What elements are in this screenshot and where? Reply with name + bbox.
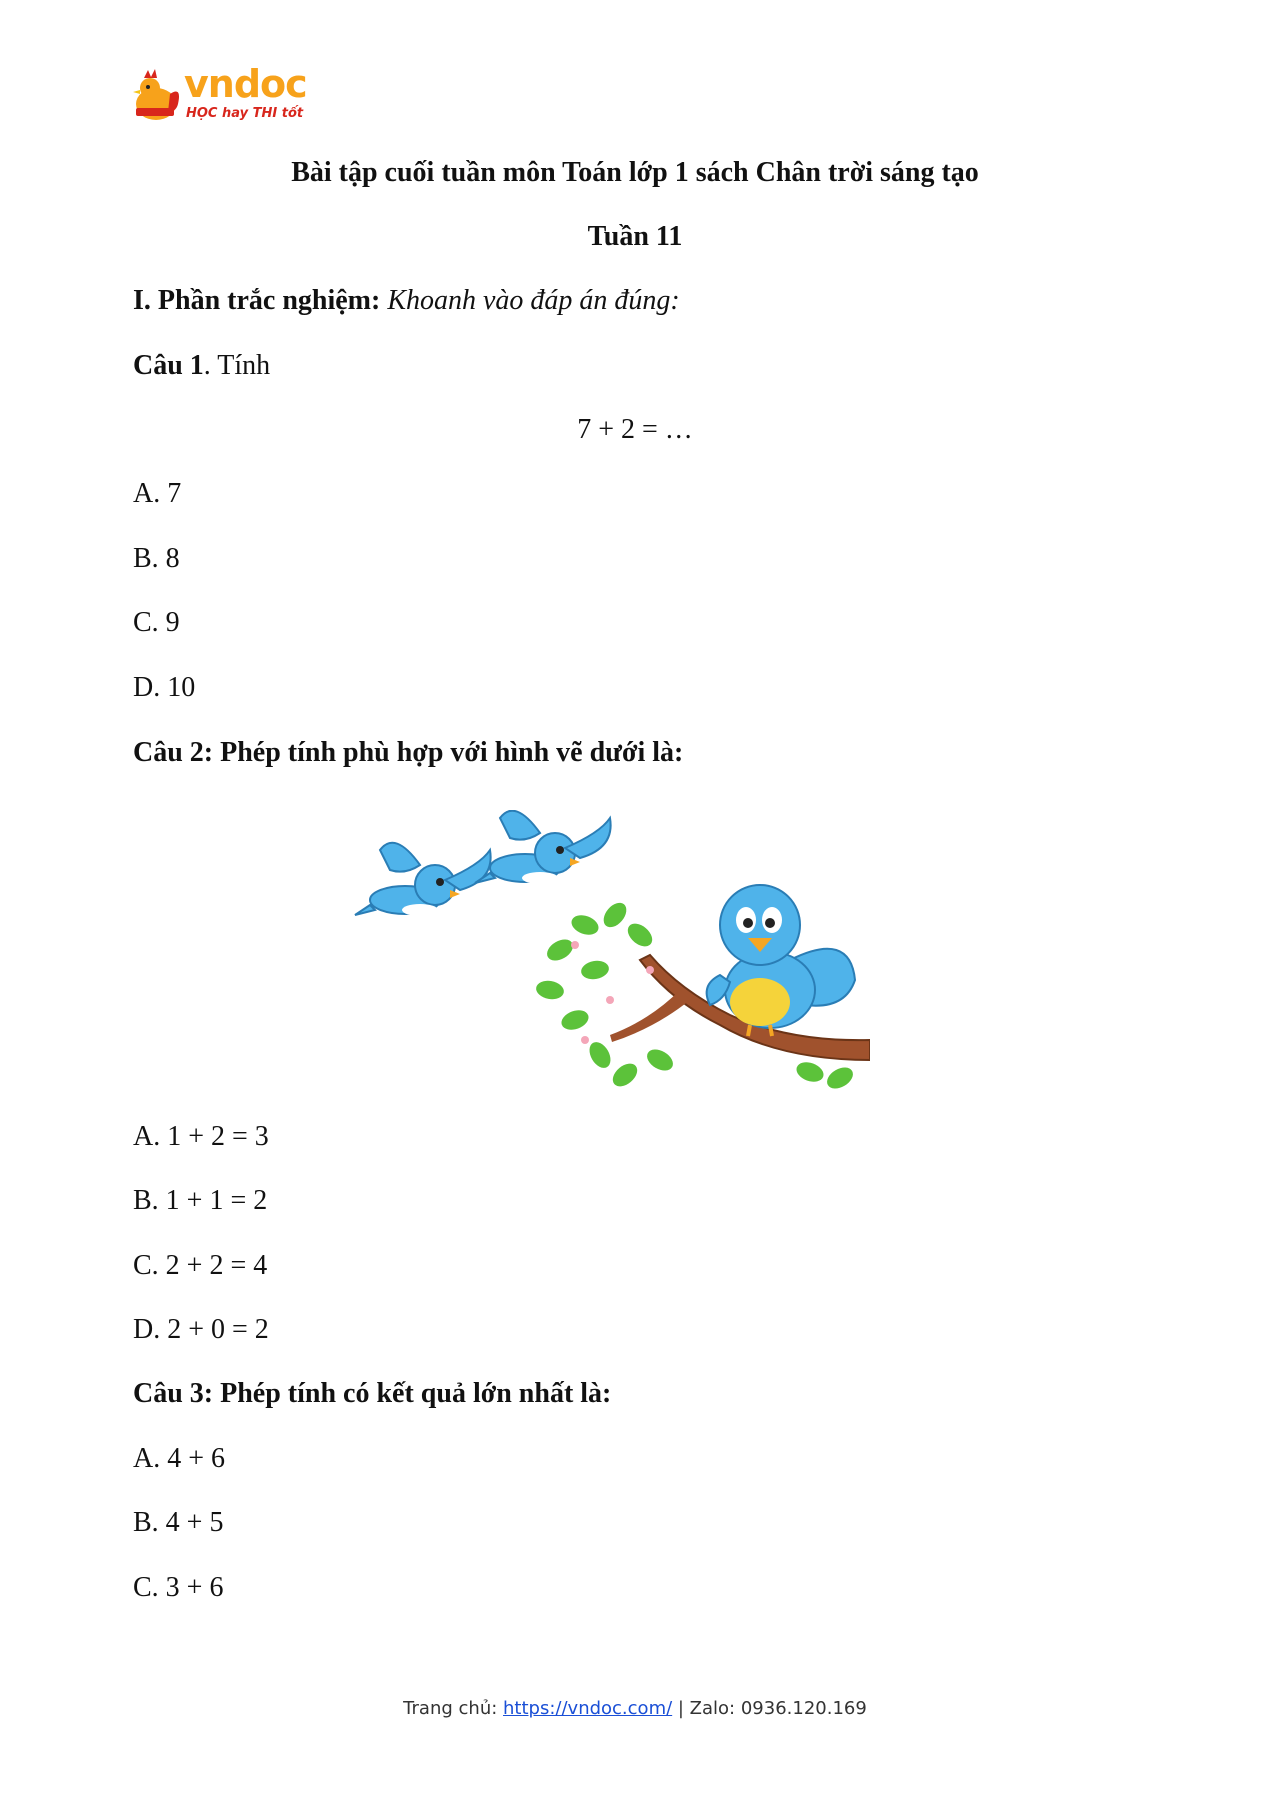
question-3-label: Câu 3: Phép tính có kết quả lớn nhất là: (133, 1378, 612, 1409)
question-1-label: Câu 1 (133, 350, 204, 381)
question-1-expression: 7 + 2 = … (577, 414, 693, 445)
question-1-option-c: C. 9 (133, 607, 180, 638)
question-3-option-c: C. 3 + 6 (133, 1572, 224, 1603)
question-3-option-a: A. 4 + 6 (133, 1443, 226, 1474)
vndoc-logo[interactable] (130, 64, 305, 126)
question-1-option-a: A. 7 (133, 478, 182, 509)
question-1 (133, 349, 270, 383)
rooster-mascot-icon (130, 68, 182, 124)
logo-slogan: HỌC hay THI tốt (186, 106, 304, 121)
logo-wordmark: vndoc (184, 62, 307, 106)
question-1-text: . Tính (203, 350, 271, 381)
section-instruction: Khoanh vào đáp án đúng: (387, 285, 680, 316)
question-2-option-b: B. 1 + 1 = 2 (133, 1185, 268, 1216)
document-subtitle: Tuần 11 (587, 221, 683, 252)
question-2-option-d: D. 2 + 0 = 2 (133, 1314, 269, 1345)
birds-illustration (350, 810, 870, 1120)
footer-prefix: Trang chủ: (403, 1698, 504, 1719)
page-footer (0, 1697, 1270, 1721)
question-3-option-b: B. 4 + 5 (133, 1507, 224, 1538)
footer-contact: | Zalo: 0936.120.169 (672, 1698, 867, 1719)
question-2-label: Câu 2: Phép tính phù hợp với hình vẽ dưới là: (133, 737, 684, 768)
question-1-option-b: B. 8 (133, 543, 180, 574)
homepage-link[interactable]: https://vndoc.com/ (503, 1698, 673, 1719)
section-label: I. Phần trắc nghiệm: (133, 285, 381, 316)
question-2-option-a: A. 1 + 2 = 3 (133, 1121, 269, 1152)
flying-bird-icon (475, 811, 611, 884)
document-title: Bài tập cuối tuần môn Toán lớp 1 sách Chân trời sáng tạo (291, 157, 979, 188)
section-heading (133, 284, 680, 318)
question-1-option-d: D. 10 (133, 672, 196, 703)
question-2-option-c: C. 2 + 2 = 4 (133, 1250, 268, 1281)
flying-bird-icon (355, 843, 491, 916)
